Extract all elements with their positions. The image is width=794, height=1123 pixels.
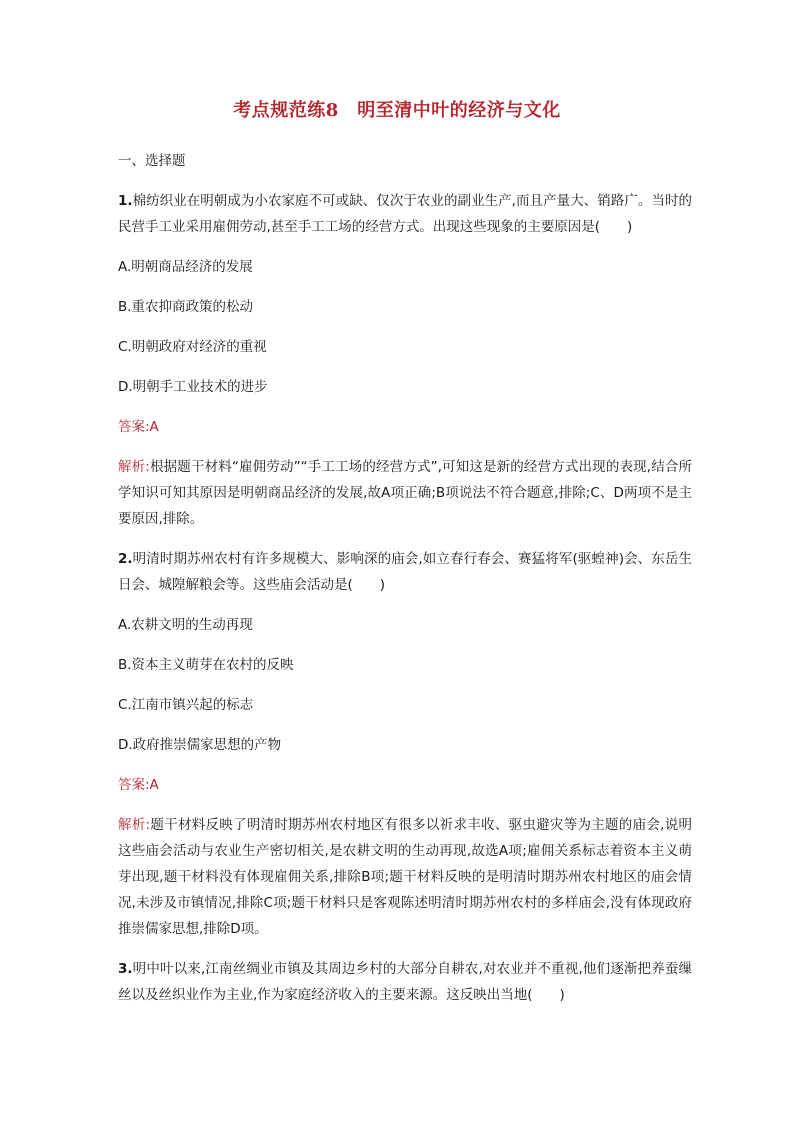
explanation-label: 解析: bbox=[118, 817, 151, 833]
option-b: B.重农抑商政策的松动 bbox=[118, 299, 254, 315]
answer: 答案:A bbox=[118, 777, 159, 793]
option-a: A.农耕文明的生动再现 bbox=[118, 617, 253, 633]
explanation-text: 根据题干材料“雇佣劳动”“手工工场的经营方式”,可知这是新的经营方式出现的表现,结合所学知识可知其原因是明朝商品经济的发展,故A项正确;B项说法不符合题意,排除;C、D两项不是主要原因,排除。 bbox=[118, 459, 692, 527]
page-title: 考点规范练8 明至清中叶的经济与文化 bbox=[233, 100, 561, 121]
option-d: D.明朝手工业技术的进步 bbox=[118, 379, 268, 395]
document-content bbox=[118, 148, 692, 1022]
option-b: B.资本主义萌芽在农村的反映 bbox=[118, 657, 294, 673]
option-d: D.政府推崇儒家思想的产物 bbox=[118, 737, 282, 753]
answer: 答案:A bbox=[118, 419, 159, 435]
question-2 bbox=[118, 546, 692, 598]
question-stem: 明中叶以来,江南丝绸业市镇及其周边乡村的大部分自耕农,对农业并不重视,他们逐渐把养蚕缫丝以及丝织业作为主业,作为家庭经济收入的主要来源。这反映出当地( ) bbox=[118, 961, 692, 1003]
option-c: C.明朝政府对经济的重视 bbox=[118, 339, 267, 355]
question-stem: 明清时期苏州农村有许多规模大、影响深的庙会,如立春行春会、赛猛将军(驱蝗神)会、东岳生日会、城隍解粮会等。这些庙会活动是( ) bbox=[118, 551, 692, 593]
question-stem: 棉纺织业在明朝成为小农家庭不可或缺、仅次于农业的副业生产,而且产量大、销路广。当时的民营手工业采用雇佣劳动,甚至手工工场的经营方式。出现这些现象的主要原因是( ) bbox=[118, 193, 692, 235]
question-number: 2. bbox=[118, 551, 133, 567]
explanation bbox=[118, 454, 692, 532]
question-1 bbox=[118, 188, 692, 240]
section-heading: 一、选择题 bbox=[118, 153, 186, 169]
explanation-label: 解析: bbox=[118, 459, 150, 475]
option-a: A.明朝商品经济的发展 bbox=[118, 259, 253, 275]
option-c: C.江南市镇兴起的标志 bbox=[118, 697, 254, 713]
explanation-text: 题干材料反映了明清时期苏州农村地区有很多以祈求丰收、驱虫避灾等为主题的庙会,说明这些庙会活动与农业生产密切相关,是农耕文明的生动再现,故选A项;雇佣关系标志着资本主义萌芽出现,题干材料没有体现雇佣关系,排除B项;题干材料反映的是明清时期苏州农村地区的庙会情况,未涉及市镇情况,排除C项;题干材料只是客观陈述明清时期苏州农村的多样庙会,没有体现政府推崇儒家思想,排除D项。 bbox=[118, 817, 692, 937]
question-3 bbox=[118, 956, 692, 1008]
question-number: 3. bbox=[118, 961, 133, 977]
explanation bbox=[118, 812, 692, 942]
question-number: 1. bbox=[118, 193, 133, 209]
